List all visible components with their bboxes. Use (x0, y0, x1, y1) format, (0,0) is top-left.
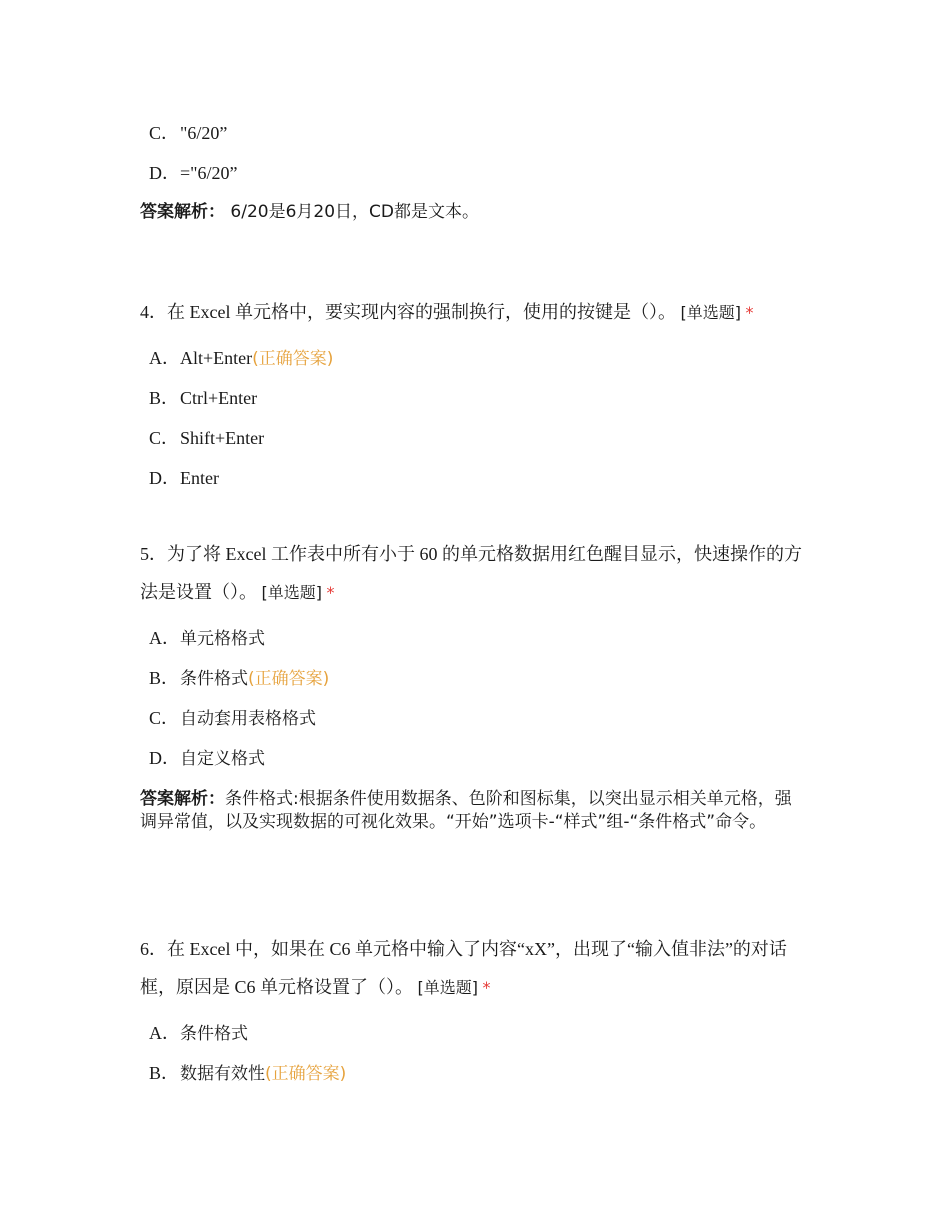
q4-option-d (149, 466, 219, 490)
explanation-label: 答案解析： (140, 789, 225, 809)
q5-option-c (149, 706, 316, 731)
explanation-label: 答案解析： (140, 202, 225, 222)
option-letter: A． (149, 348, 180, 368)
option-letter: B． (149, 388, 180, 408)
option-letter: D． (149, 163, 180, 183)
q3-option-d (149, 161, 238, 185)
question-number: 5． (140, 544, 167, 564)
question-type: [单选题] (261, 583, 322, 602)
required-marker: * (745, 303, 754, 322)
option-letter: D． (149, 468, 180, 488)
q4-option-a (149, 346, 333, 371)
correct-answer-tag: (正确答案) (248, 669, 330, 689)
option-text: "6/20” (180, 123, 228, 143)
q6-option-b (149, 1061, 346, 1086)
option-text: 单元格格式 (180, 629, 265, 649)
question-number: 6． (140, 939, 167, 959)
q5-explanation (140, 788, 805, 834)
q5-option-a (149, 626, 265, 651)
correct-answer-tag: (正确答案) (252, 349, 334, 369)
question-type: [单选题] (680, 303, 741, 322)
option-text: Alt+Enter (180, 348, 253, 368)
explanation-text: 6/20是6月20日，CD都是文本。 (225, 202, 479, 222)
q5-question (140, 535, 812, 612)
option-text: Shift+Enter (180, 428, 265, 448)
correct-answer-tag: (正确答案) (265, 1064, 347, 1084)
option-text: ="6/20” (180, 163, 238, 183)
q4-option-b (149, 386, 257, 410)
option-text: Ctrl+Enter (180, 388, 258, 408)
option-letter: A． (149, 628, 180, 648)
option-text: 数据有效性 (180, 1064, 265, 1084)
q3-explanation (140, 201, 805, 224)
question-type: [单选题] (417, 978, 479, 997)
question-text: 在 Excel 单元格中，要实现内容的强制换行，使用的按键是（）。 (167, 302, 676, 322)
option-letter: A． (149, 1023, 180, 1043)
q5-option-b (149, 666, 329, 691)
required-marker: * (326, 583, 335, 602)
option-letter: C． (149, 708, 180, 728)
option-letter: B． (149, 1063, 180, 1083)
option-letter: D． (149, 748, 180, 768)
option-text: 条件格式 (180, 1024, 248, 1044)
q4-option-c (149, 426, 264, 450)
q4-question (140, 293, 812, 332)
option-letter: B． (149, 668, 180, 688)
option-text: 条件格式 (180, 669, 248, 689)
question-text: 为了将 Excel 工作表中所有小于 60 的单元格数据用红色醒目显示，快速操作的方法是设置（）。 (140, 544, 802, 602)
option-text: 自定义格式 (180, 749, 265, 769)
q5-option-d (149, 746, 265, 771)
q6-option-a (149, 1021, 248, 1046)
q3-option-c (149, 121, 227, 145)
option-letter: C． (149, 428, 180, 448)
q6-question (140, 930, 812, 1007)
question-text: 在 Excel 中，如果在 C6 单元格中输入了内容“xX”，出现了“输入值非法”的对话框，原因是 C6 单元格设置了（）。 (140, 939, 787, 997)
option-letter: C． (149, 123, 180, 143)
explanation-text: 条件格式:根据条件使用数据条、色阶和图标集，以突出显示相关单元格，强调异常值，以及实现数据的可视化效果。“开始”选项卡-“样式”组-“条件格式”命令。 (140, 789, 792, 832)
required-marker: * (482, 978, 491, 997)
option-text: Enter (180, 468, 219, 488)
option-text: 自动套用表格格式 (180, 709, 316, 729)
question-number: 4． (140, 302, 167, 322)
